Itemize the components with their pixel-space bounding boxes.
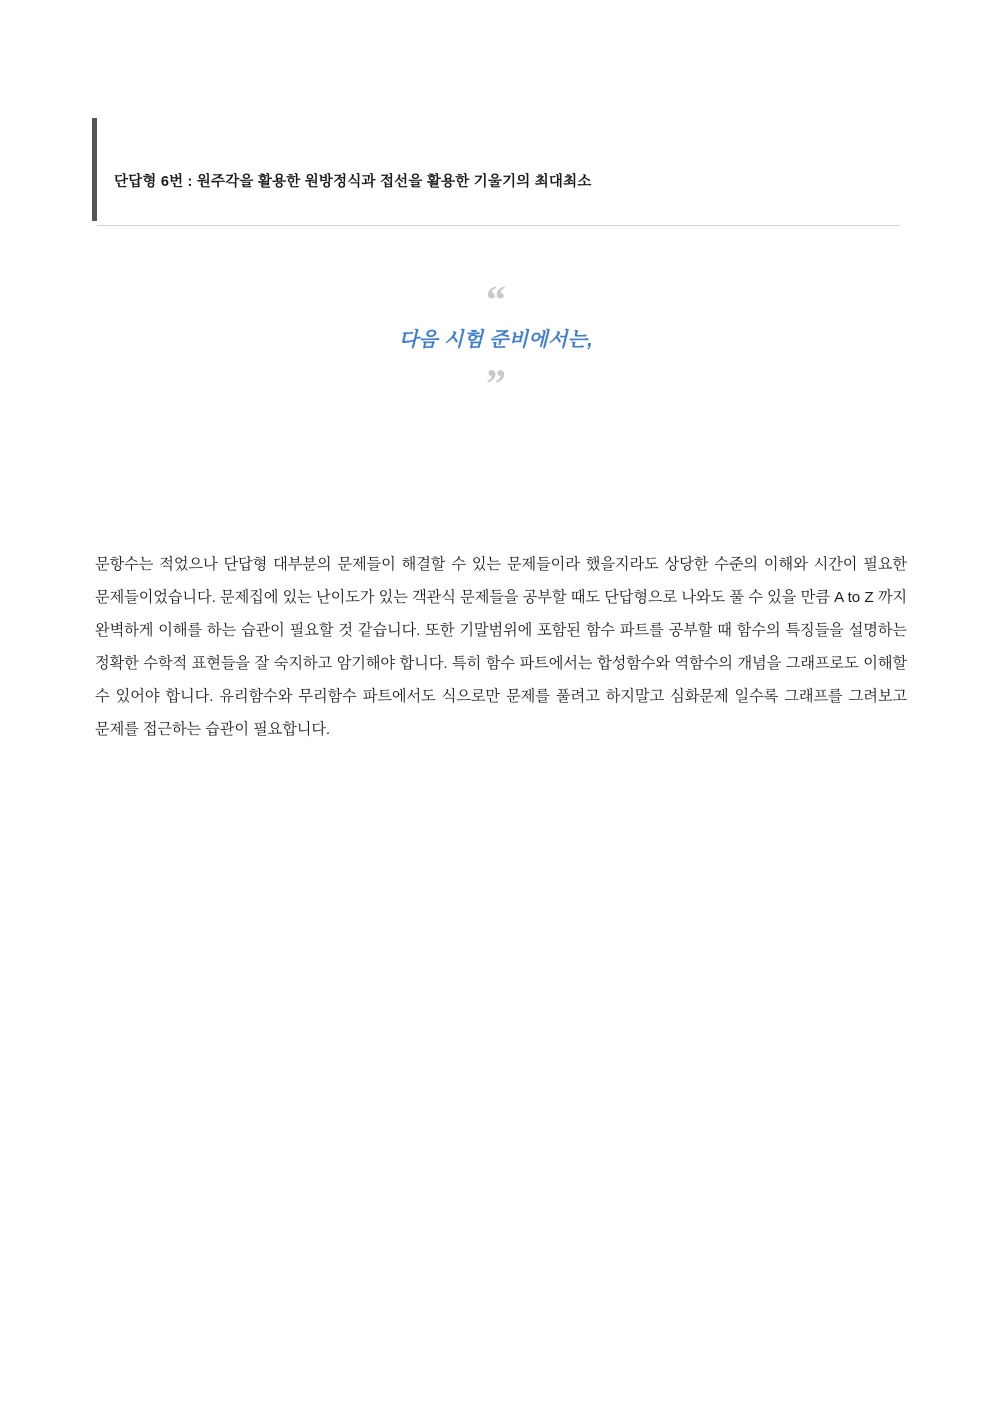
pull-quote-text: 다음 시험 준비에서는, <box>398 329 594 351</box>
body-paragraph: 문항수는 적었으나 단답형 대부분의 문제들이 해결할 수 있는 문제들이라 했을지라도 상당한 수준의 이해와 시간이 필요한 문제들이었습니다. 문제집에 있는 난이도가 있는 객관식 문제들을 공부할 때도 단답형으로 나와도 풀 수 있을 만큼 A to Z 까지 완벽하게 이해를 하는 습관이 필요할 것 같습니다. 또한 기말범위에 포함된 함수 파트를 공부할 때 함수의 특징들을 설명하는 정확한 수학적 표현들을 잘 숙지하고 암기해야 합니다. 특히 함수 파트에서는 합성함수와 역함수의 개념을 그래프로도 이해할 수 있어야 합니다. 유리함수와 무리함수 파트에서도 식으로만 문제를 풀려고 하지말고 심화문제 일수록 그래프를 그려보고 문제를 접근하는 습관이 필요합니다. <box>95 556 907 739</box>
quote-open-icon: “ <box>486 277 506 322</box>
section-heading <box>92 118 900 226</box>
heading-accent-bar <box>92 118 97 221</box>
heading-divider <box>97 225 900 226</box>
page-title: 단답형 6번 : 원주각을 활용한 원방정식과 접선을 활용한 기울기의 최대최소 <box>114 174 592 190</box>
pull-quote <box>92 277 900 406</box>
body-section <box>95 533 907 761</box>
quote-close-icon: ” <box>486 361 506 406</box>
